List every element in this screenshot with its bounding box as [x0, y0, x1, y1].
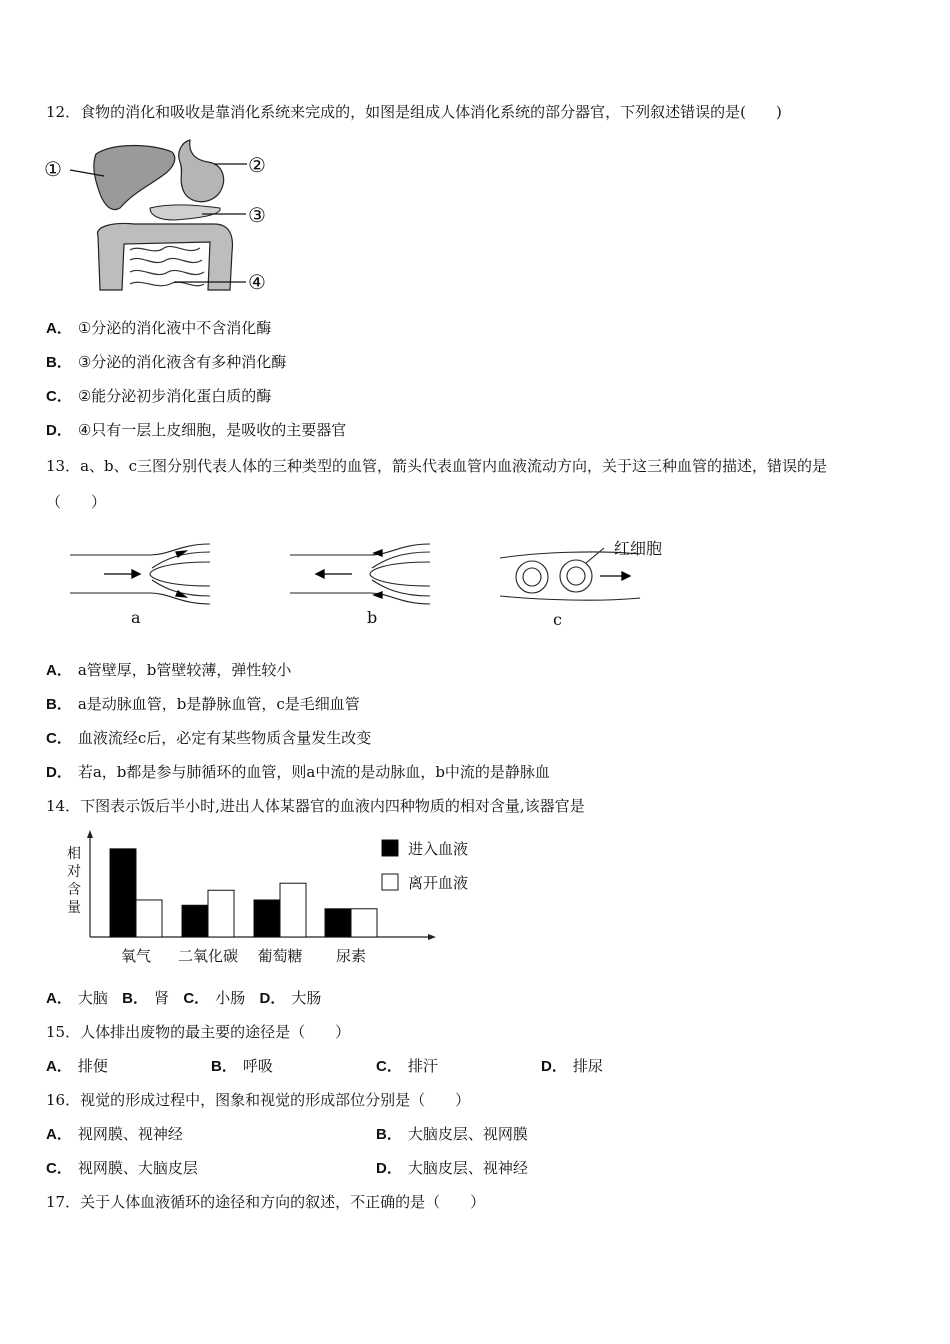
- large-intestine-shape: [97, 224, 232, 291]
- q13-stem-tail: （ ）: [46, 493, 107, 511]
- x-axis-arrow: [428, 934, 436, 940]
- bar-in-2: [254, 900, 280, 937]
- figure-label-4: ④: [248, 270, 266, 294]
- q16-option-d: D． 大脑皮层、视神经: [376, 1159, 528, 1177]
- x-tick-label: 葡萄糖: [257, 947, 303, 965]
- q12-option-b: B． ③分泌的消化液含有多种消化酶: [46, 353, 287, 371]
- q12-option-c: C． ②能分泌初步消化蛋白质的酶: [46, 387, 272, 405]
- bar-out-0: [136, 900, 162, 937]
- small-intestine-shape: [130, 246, 204, 285]
- bar-in-1: [182, 905, 208, 937]
- q16-option-b: B． 大脑皮层、视网膜: [376, 1125, 528, 1143]
- q16-option-a: A． 视网膜、视神经: [46, 1125, 183, 1143]
- legend-swatch-0: [382, 840, 398, 856]
- q13-stem: 13．a、b、c三图分别代表人体的三种类型的血管，箭头代表血管内血液流动方向，关于这三种血管的描述，错误的是: [46, 457, 828, 475]
- q17-stem: 17．关于人体血液循环的途径和方向的叙述，不正确的是（ ）: [46, 1193, 486, 1211]
- q12-option-a: A． ①分泌的消化液中不含消化酶: [46, 319, 272, 337]
- q15-option-a: A． 排便: [46, 1057, 108, 1075]
- q15-stem: 15．人体排出废物的最主要的途径是（ ）: [46, 1023, 351, 1041]
- q13-option-d: D． 若a，b都是参与肺循环的血管，则a中流的是动脉血，b中流的是静脉血: [46, 763, 550, 781]
- digestive-system-figure: [44, 132, 276, 296]
- q12-option-d: D． ④只有一层上皮细胞，是吸收的主要器官: [46, 421, 347, 439]
- vessel-label-a: a: [131, 608, 141, 627]
- q13-option-a: A． a管壁厚，b管壁较薄，弹性较小: [46, 661, 292, 679]
- vessel-b: [290, 544, 430, 604]
- x-tick-label: 尿素: [335, 947, 367, 965]
- y-axis-label-char: 含: [67, 882, 81, 898]
- q16-stem: 16．视觉的形成过程中，图象和视觉的形成部位分别是（ ）: [46, 1091, 471, 1109]
- x-tick-label: 二氧化碳: [177, 947, 239, 965]
- y-axis-arrow: [87, 830, 93, 838]
- x-tick-label: 氧气: [120, 947, 152, 965]
- bar-out-1: [208, 890, 234, 937]
- figure-label-3: ③: [248, 203, 266, 227]
- legend-label-1: 离开血液: [408, 874, 469, 892]
- q12-stem: 12．食物的消化和吸收是靠消化系统来完成的，如图是组成人体消化系统的部分器官，下列叙述错误的是( ): [46, 103, 782, 121]
- stomach-shape: [179, 140, 224, 202]
- bar-out-2: [280, 883, 306, 937]
- figure-label-1: ①: [44, 157, 62, 181]
- bar-out-3: [351, 909, 377, 937]
- legend-label-0: 进入血液: [408, 840, 469, 858]
- q15-option-d: D． 排尿: [541, 1057, 603, 1075]
- q14-options: A． 大脑 B． 肾 C． 小肠 D． 大肠: [46, 989, 322, 1007]
- vessel-label-c: c: [553, 610, 562, 629]
- q14-stem: 14．下图表示饭后半小时,进出人体某器官的血液内四种物质的相对含量,该器官是: [46, 797, 585, 815]
- figure-label-2: ②: [248, 153, 266, 177]
- vessel-label-rbc: 红细胞: [614, 539, 663, 558]
- substance-bar-chart: [60, 830, 490, 970]
- legend-swatch-1: [382, 874, 398, 890]
- q15-option-c: C． 排汗: [376, 1057, 438, 1075]
- q13-option-b: B． a是动脉血管，b是静脉血管，c是毛细血管: [46, 695, 360, 713]
- bar-in-0: [110, 849, 136, 937]
- bar-in-3: [325, 909, 351, 937]
- q15-option-b: B． 呼吸: [211, 1057, 273, 1075]
- vessel-label-b: b: [367, 608, 378, 627]
- liver-shape: [94, 146, 175, 210]
- y-axis-label-char: 相: [67, 846, 81, 862]
- pancreas-shape: [150, 205, 220, 220]
- q16-option-c: C． 视网膜、大脑皮层: [46, 1159, 198, 1177]
- y-axis-label-char: 对: [67, 864, 81, 880]
- q13-option-c: C． 血液流经c后，必定有某些物质含量发生改变: [46, 729, 372, 747]
- y-axis-label-char: 量: [67, 900, 81, 916]
